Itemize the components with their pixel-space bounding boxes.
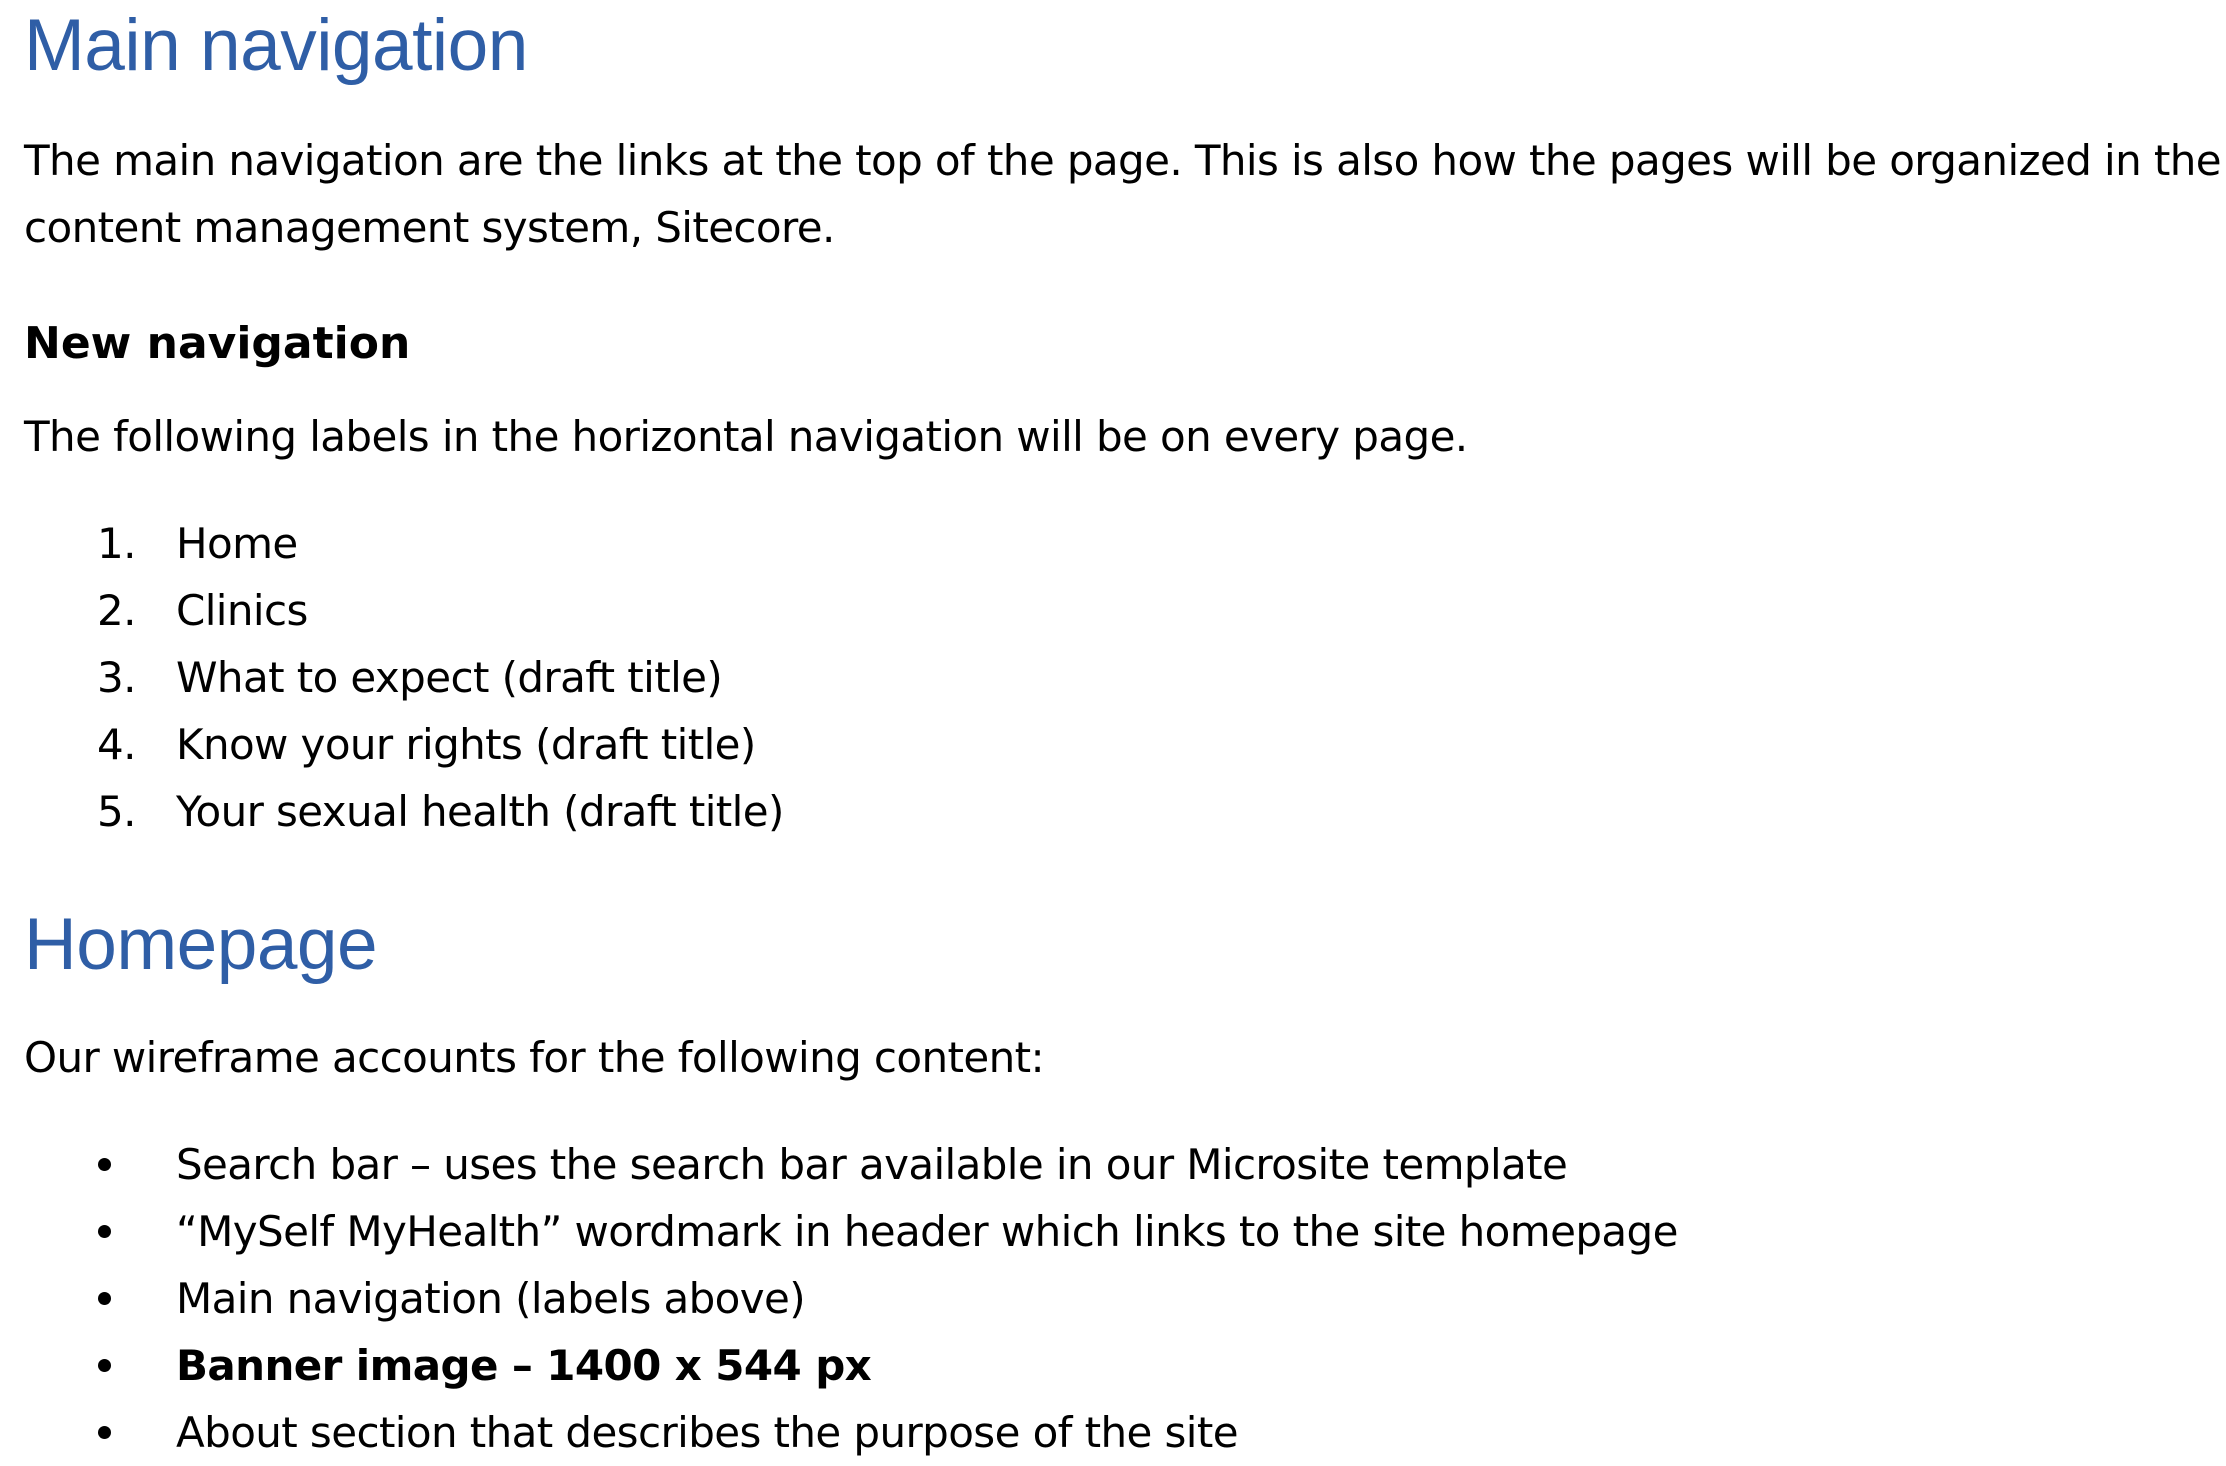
homepage-paragraph: Our wireframe accounts for the following content:	[24, 1033, 1045, 1082]
list-item-text-bold: Banner image – 1400 x 544 px	[176, 1341, 872, 1390]
list-item-text: What to expect (draft title)	[176, 653, 723, 702]
bullet-icon	[98, 1158, 111, 1171]
list-item-text: Home	[176, 519, 298, 568]
heading-main-navigation: Main navigation	[24, 5, 528, 86]
bullet-icon	[98, 1359, 111, 1372]
main-navigation-paragraph-line-2: content management system, Sitecore.	[24, 203, 835, 252]
bullet-icon	[98, 1292, 111, 1305]
list-number: 3.	[97, 653, 136, 702]
list-item-text: Main navigation (labels above)	[176, 1274, 806, 1323]
list-item-text: Search bar – uses the search bar available in our Microsite template	[176, 1140, 1568, 1189]
main-navigation-paragraph-line-1: The main navigation are the links at the top of the page. This is also how the pages will be organized in the	[24, 136, 2221, 185]
list-item-text: “MySelf MyHealth” wordmark in header which links to the site homepage	[176, 1207, 1678, 1256]
heading-new-navigation: New navigation	[24, 318, 411, 369]
list-number: 4.	[97, 720, 136, 769]
list-item-text: Your sexual health (draft title)	[176, 787, 784, 836]
list-item-text: Clinics	[176, 586, 308, 635]
new-navigation-paragraph: The following labels in the horizontal navigation will be on every page.	[24, 412, 1468, 461]
heading-homepage: Homepage	[24, 904, 378, 985]
list-number: 2.	[97, 586, 136, 635]
list-item-text: About section that describes the purpose of the site	[176, 1408, 1238, 1457]
list-item-text: Know your rights (draft title)	[176, 720, 756, 769]
list-number: 1.	[97, 519, 136, 568]
bullet-icon	[98, 1426, 111, 1439]
list-number: 5.	[97, 787, 136, 836]
bullet-icon	[98, 1225, 111, 1238]
